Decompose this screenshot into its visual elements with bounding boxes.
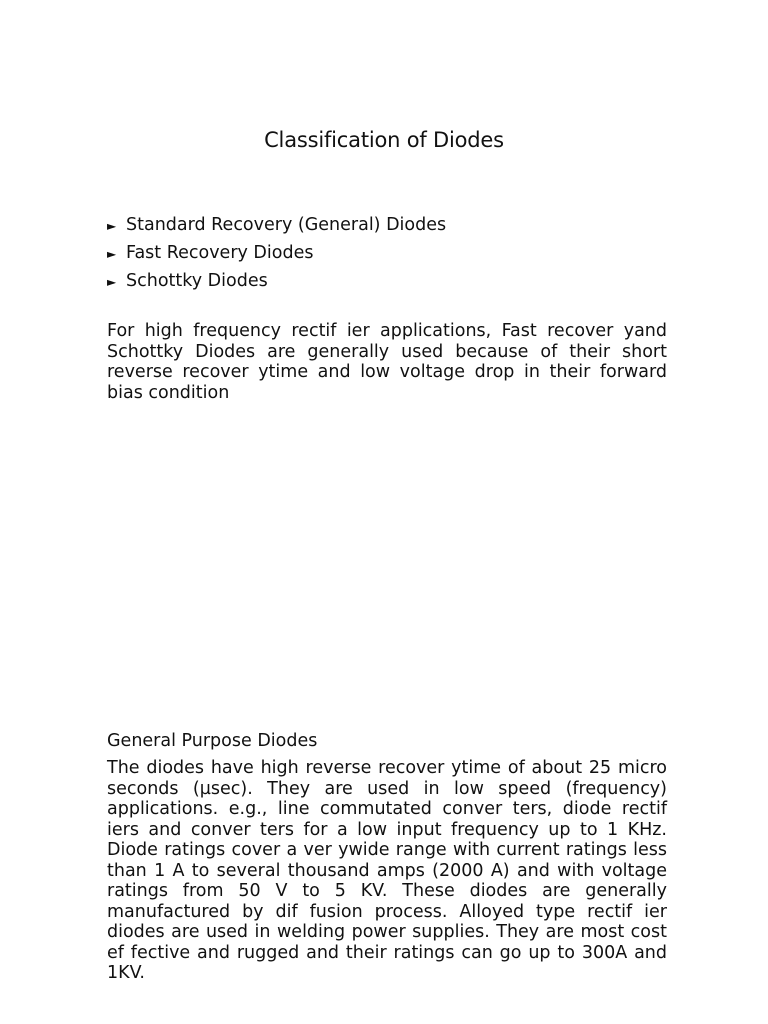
- list-item-label: Standard Recovery (General) Diodes: [126, 215, 447, 235]
- list-item-label: Fast Recovery Diodes: [126, 243, 314, 263]
- intro-paragraph: For high frequency rectif ier applications, Fast recover yand Schottky Diodes are generally used because of their short reverse recover ytime and low voltage drop in their forward bias condition: [107, 321, 667, 403]
- list-item-label: Schottky Diodes: [126, 271, 268, 291]
- diode-type-list: [107, 212, 446, 296]
- list-item: [107, 268, 446, 296]
- arrow-bullet-icon: ►: [107, 247, 117, 261]
- section-paragraph: The diodes have high reverse recover ytime of about 25 micro seconds (µsec). They are used in low speed (frequency) applications. e.g., line commutated conver ters, diode rectif iers and conver ters for a low input frequency up to 1 KHz. Diode ratings cover a ver ywide range with current ratings less than 1 A to several thousand amps (2000 A) and with voltage ratings from 50 V to 5 KV. These diodes are generally manufactured by dif fusion process. Alloyed type rectif ier diodes are used in welding power supplies. They are most cost ef fective and rugged and their ratings can go up to 300A and 1KV.: [107, 758, 667, 983]
- section-heading: General Purpose Diodes: [107, 731, 318, 751]
- list-item: [107, 212, 446, 240]
- arrow-bullet-icon: ►: [107, 219, 117, 233]
- page-title: Classification of Diodes: [264, 128, 504, 152]
- list-item: [107, 240, 446, 268]
- arrow-bullet-icon: ►: [107, 275, 117, 289]
